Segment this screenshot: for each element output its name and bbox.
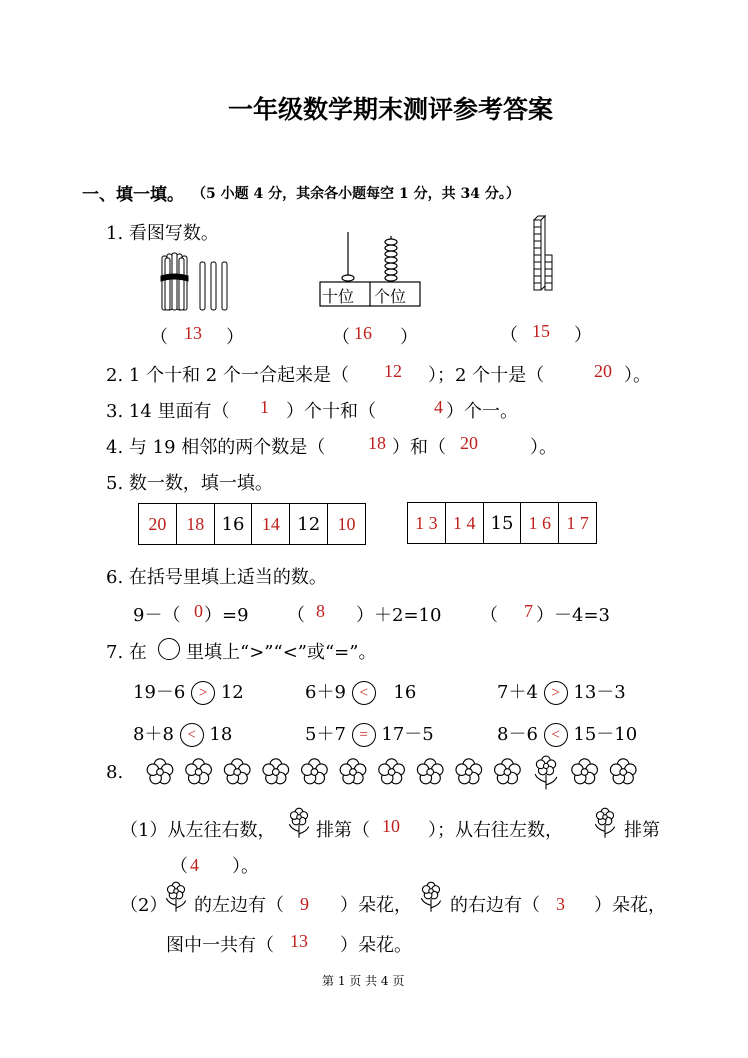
- stem-flower-shape: [289, 808, 308, 838]
- q5-row2-cell: 1 4: [446, 503, 484, 543]
- q3-answer-1: 1: [260, 397, 269, 417]
- cube-one: [545, 255, 552, 262]
- cube-ten: [534, 220, 541, 227]
- compare-circle: <: [352, 681, 376, 705]
- page-footer: 第 1 页 共 4 页: [322, 974, 405, 988]
- q7-item-2: [305, 678, 416, 705]
- flower: [495, 759, 521, 784]
- q3-text-3: ）个一。: [446, 401, 518, 422]
- q2-answer-2: 20: [594, 361, 612, 381]
- stick-bundle-figure: [158, 250, 238, 314]
- q7-item-right: 17－5: [381, 724, 434, 745]
- section-heading: 一、填一填。: [82, 185, 184, 205]
- q1-paren-open-2: （: [332, 327, 350, 348]
- q7-item-left: 5＋7: [305, 724, 346, 745]
- q6-label: 6. 在括号里填上适当的数。: [106, 567, 327, 588]
- q7-item-left: 8＋8: [133, 724, 174, 745]
- flower: [340, 759, 366, 784]
- stem-flower-shape: [421, 882, 440, 912]
- cube-ten: [534, 269, 541, 276]
- q8-s1-answer-1: 10: [382, 816, 400, 836]
- flower: [379, 759, 405, 784]
- q1-label: 1. 看图写数。: [106, 223, 219, 244]
- q7-item-left: 6＋9: [305, 682, 346, 703]
- flower: [224, 759, 250, 784]
- q1-paren-close-1: ）: [226, 327, 244, 348]
- stem-flower-shape: [595, 808, 614, 838]
- q8-s1-text-3: ）；从右往左数，: [428, 820, 563, 841]
- q8-s2-answer-1: 9: [300, 894, 309, 914]
- cube-ten: [534, 276, 541, 283]
- q4-answer-1: 18: [368, 433, 386, 453]
- q4-text-2: ）和（: [392, 437, 446, 458]
- q1-paren-close-3: ）: [574, 325, 592, 346]
- q7-item-left: 7＋4: [497, 682, 538, 703]
- q2-text-2: ）；2 个十是（: [428, 365, 545, 386]
- compare-circle: <: [544, 723, 568, 747]
- compare-circle: <: [180, 723, 204, 747]
- q8-label: 8.: [106, 762, 124, 783]
- q8-s2-text-2: 的左边有（: [194, 895, 284, 916]
- q1-paren-close-2: ）: [400, 327, 418, 348]
- q1-paren-open-1: （: [150, 327, 168, 348]
- q5-label: 5. 数一数，填一填。: [106, 473, 273, 494]
- q7-item-1: [133, 678, 244, 705]
- q8-s1-text-6: ）。: [232, 856, 259, 877]
- q7-item-right: 13－3: [573, 682, 626, 703]
- q7-item-left: 8－6: [497, 724, 538, 745]
- q2-answer-1: 12: [384, 361, 402, 381]
- q5-row2-cell: 1 7: [566, 512, 589, 533]
- q6-equation-1-right: ）=9: [204, 605, 249, 626]
- q8-s2-text-7: ）朵花。: [340, 935, 412, 956]
- stem-flower-shape: [166, 882, 185, 912]
- stem-flower: [535, 756, 557, 789]
- q6-equation-2-left: （: [287, 605, 305, 626]
- q7-item-right: 15－10: [573, 724, 638, 745]
- q3-answer-2: 4: [434, 397, 443, 417]
- section-score-note: （5 小题 4 分，其余各小题每空 1 分，共 34 分。）: [192, 186, 520, 202]
- stem-flower-icon: [286, 808, 312, 842]
- flower: [186, 759, 212, 784]
- q7-item-left: 19－6: [133, 682, 186, 703]
- q5-row1-cell: 18: [177, 504, 215, 544]
- q6-equation-1-left: 9－（: [133, 605, 181, 626]
- q8-s2-text-6: 图中一共有（: [166, 935, 274, 956]
- q7-item-right: 18: [209, 724, 233, 745]
- q5-row1-cell: 10: [337, 513, 356, 534]
- cube-ten: [534, 227, 541, 234]
- cube-tower-figure: [532, 216, 572, 306]
- abacus-tens-label: 十位: [322, 287, 355, 306]
- cube-one: [545, 283, 552, 290]
- flower: [147, 759, 173, 784]
- q7-item-5: [305, 720, 434, 747]
- q7-item-right: 12: [220, 682, 244, 703]
- q8-s2-text-1: （2）: [120, 895, 168, 916]
- q7-item-3: [497, 678, 626, 705]
- q3-text-2: ）个十和（: [286, 401, 376, 422]
- q1-answer-3: 15: [532, 321, 550, 341]
- q5-row2-cell: 15: [484, 503, 522, 543]
- flower: [302, 759, 328, 784]
- cube-ten: [534, 255, 541, 262]
- q4-text-1: 4. 与 19 相邻的两个数是（: [106, 437, 326, 458]
- q8-s2-text-4: 的右边有（: [450, 895, 540, 916]
- q5-number-row-1: [138, 503, 366, 545]
- q5-row2-cell: 1 3: [408, 503, 446, 543]
- q1-answer-1: 13: [184, 323, 202, 343]
- cube-ten: [534, 283, 541, 290]
- q7-item-right: 16: [393, 682, 417, 703]
- flower: [417, 759, 443, 784]
- q6-answer-2: 8: [316, 601, 325, 621]
- flower: [456, 759, 482, 784]
- stem-flower-icon: [163, 882, 189, 916]
- compare-circle: =: [352, 723, 376, 747]
- cube-one: [545, 276, 552, 283]
- page-title: 一年级数学期末测评参考答案: [228, 95, 554, 124]
- q6-answer-1: 0: [194, 601, 203, 621]
- stem-flower-icon: [592, 808, 618, 842]
- q6-equation-3-right: ）－4=3: [536, 605, 610, 626]
- q8-s1-text-2: 排第（: [316, 820, 370, 841]
- compare-circle: >: [191, 681, 215, 705]
- flower: [263, 759, 289, 784]
- q8-s1-text-5: （: [170, 856, 188, 877]
- q4-answer-2: 20: [460, 433, 478, 453]
- q5-row1-cell: 12: [290, 504, 328, 544]
- q5-row2-cell: 1 6: [521, 503, 559, 543]
- compare-circle: >: [544, 681, 568, 705]
- q6-equation-3-left: （: [480, 605, 498, 626]
- q8-s2-answer-2: 3: [556, 894, 565, 914]
- flower: [572, 759, 598, 784]
- q8-s2-text-3: ）朵花，: [340, 895, 412, 916]
- q5-row1-cell: 16: [215, 504, 253, 544]
- q7-label-start: 7. 在: [106, 642, 147, 663]
- q7-item-4: [133, 720, 232, 747]
- q3-text-1: 3. 14 里面有（: [106, 401, 230, 422]
- abacus-ones-label: 个位: [374, 287, 407, 306]
- empty-circle-icon: [158, 638, 180, 660]
- cube-one: [545, 262, 552, 269]
- q7-item-6: [497, 720, 637, 747]
- q8-s1-text-4: 排第: [624, 820, 660, 841]
- q8-s2-answer-3: 13: [290, 931, 308, 951]
- q2-text-3: ）。: [624, 365, 651, 386]
- q6-answer-3: 7: [524, 601, 533, 621]
- q5-row1-cell: 20: [139, 504, 177, 544]
- q8-s2-text-5: ）朵花，: [594, 895, 666, 916]
- q2-text-1: 2. 1 个十和 2 个一合起来是（: [106, 365, 349, 386]
- q5-number-row-2: [407, 502, 597, 544]
- q6-equation-2-right: ）＋2=10: [356, 605, 442, 626]
- flower-row-figure: [145, 752, 655, 800]
- q1-answer-2: 16: [354, 323, 372, 343]
- q7-label-end: 里填上“>”“<”或“=”。: [186, 642, 377, 663]
- flower: [610, 759, 636, 784]
- stem-flower-icon: [418, 882, 444, 916]
- cube-one: [545, 269, 552, 276]
- cube-ten: [534, 248, 541, 255]
- q8-s1-text-1: （1）从左往右数，: [120, 820, 276, 841]
- q5-row1-cell: 14: [252, 504, 290, 544]
- q4-text-3: ）。: [530, 437, 557, 458]
- q8-s1-answer-2: 4: [190, 855, 199, 875]
- cube-ten: [534, 262, 541, 269]
- q1-paren-open-3: （: [500, 325, 518, 346]
- cube-ten: [534, 234, 541, 241]
- cube-ten: [534, 241, 541, 248]
